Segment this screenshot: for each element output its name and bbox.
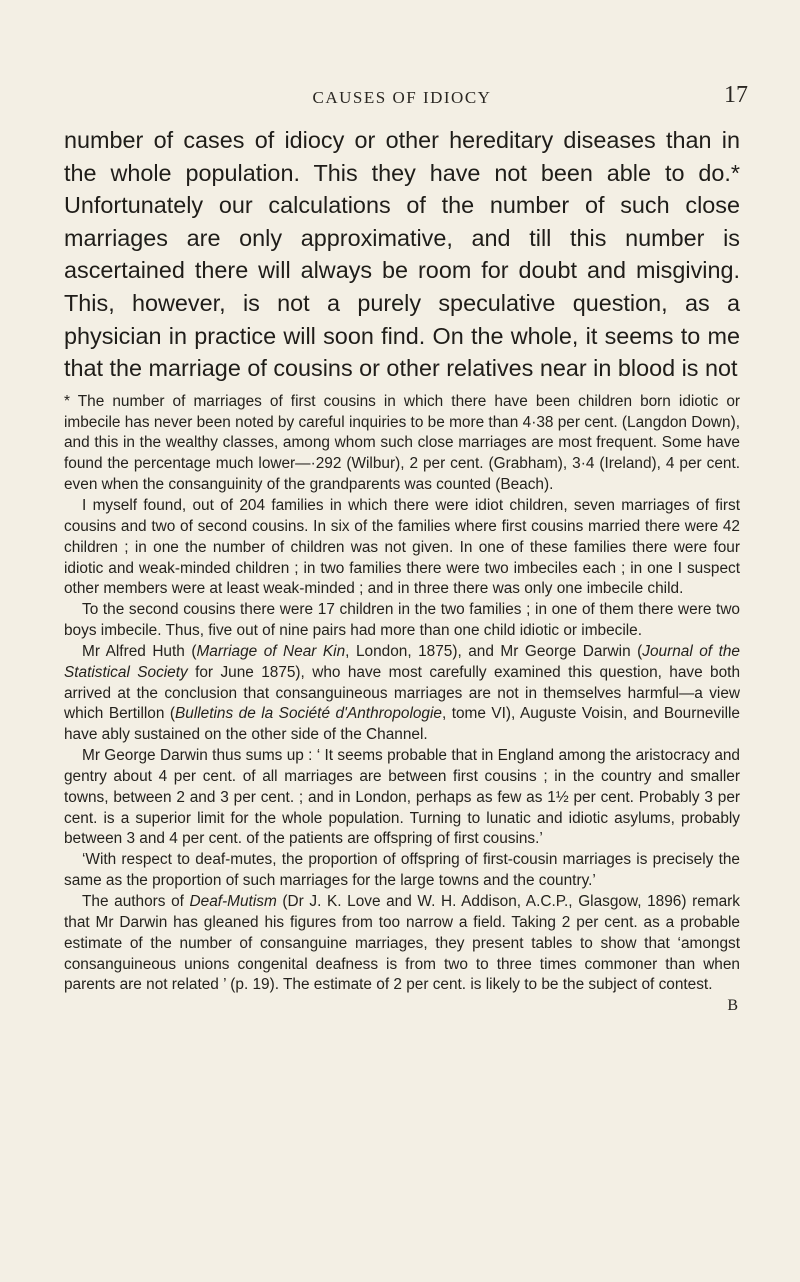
- footnote-paragraph-3: To the second cousins there were 17 children in the two families ; in one of them there were two boys imbecile. Thus, five out of nine pairs had more than one child idiotic or imbecile.: [64, 601, 740, 640]
- body-paragraph: number of cases of idiocy or other hereditary diseases than in the whole population. This they have not been able to do.* Unfortunately our calculations of the number of such close marriages are only approximative, and till this number is ascertained there will always be room for doubt and misgiving. This, however, is not a purely speculative question, as a physician in practice will soon find. On the whole, it seems to me that the marriage of cousins or other relatives near in blood is not: [64, 127, 740, 382]
- footnote-paragraph-4: [64, 642, 740, 746]
- footnote-paragraph-1: * The number of marriages of first cousins in which there have been children born idiotic or imbecile has never been noted by careful inquiries to be more than 4·38 per cent. (Langdon Down), and this in the wealthy classes, among whom such close marriages are most frequent. Some have found the percentage much lower—·292 (Wilbur), 2 per cent. (Grabham), 3·4 (Ireland), 4 per cent. even when the consanguinity of the grandparents was counted (Beach).: [64, 392, 740, 494]
- footnote-paragraph-2: I myself found, out of 204 families in which there were idiot children, seven marriages of first cousins and two of second cousins. In six of the families where first cousins married there were 42 children ; in one the number of children was not given. In one of these families there were four idiotic and weak-minded children ; in two families there were two imbeciles each ; in one I suspect other members were at least weak-minded ; and in three there was only one imbecile child.: [64, 496, 740, 598]
- running-header: [64, 82, 748, 114]
- footnote-paragraph-6: ‘With respect to deaf-mutes, the proportion of offspring of first-cousin marriages is precisely the same as the proportion of such marriages for the large towns and the country.’: [64, 851, 740, 890]
- running-title: CAUSES OF IDIOCY: [312, 88, 492, 107]
- book-title: Deaf-Mutism: [189, 893, 277, 910]
- page-number: 17: [724, 82, 748, 108]
- main-text: [64, 124, 740, 385]
- footnote-text: , tome VI), Auguste Voisin, and Bourneville have ably sustained on the other side of the Channel.: [64, 705, 740, 744]
- book-page: [64, 82, 748, 1017]
- journal-title: Bulletins de la Société d'Anthropologie: [175, 705, 442, 723]
- journal-title: Journal of the Statistical Society: [64, 642, 740, 681]
- footnote-text: for June 1875), who have most carefully examined this question, have both arrived at the conclusion that consanguineous marriages are not in themselves harmful—a view which Bertillon (: [64, 663, 741, 723]
- footnote-text: (Dr J. K. Love and W. H. Addison, A.C.P., Glasgow, 1896) remark that Mr Darwin has gleaned his figures from too narrow a field. Taking 2 per cent. as a probable estimate of the number of consanguine marriages, they present tables to show that ‘amongst consanguineous unions congenital deafness is from two to three times commoner than when parents are not related ’ (p. 19). The estimate of 2 per cent. is likely to be the subject of contest.: [64, 893, 740, 994]
- footnote-text: The authors of: [82, 893, 190, 910]
- footnote-text: Mr Alfred Huth (: [82, 642, 197, 660]
- footnote-paragraph-5: Mr George Darwin thus sums up : ‘ It seems probable that in England among the aristocracy and gentry about 4 per cent. of all marriages are between first cousins ; in the country and smaller towns, between 2 and 3 per cent. ; and in London, perhaps as few as 1½ per cent. Probably 3 per cent. is a superior limit for the whole population. Turning to lunatic and idiotic asylums, probably between 3 and 4 per cent. of the patients are offspring of first cousins.’: [64, 747, 740, 848]
- footnote-paragraph-7: [64, 892, 740, 996]
- signature-mark: B: [727, 997, 738, 1015]
- footnote-text: , London, 1875), and Mr George Darwin (: [345, 642, 643, 660]
- footnote: [64, 392, 740, 1017]
- book-title: Marriage of Near Kin: [196, 642, 346, 660]
